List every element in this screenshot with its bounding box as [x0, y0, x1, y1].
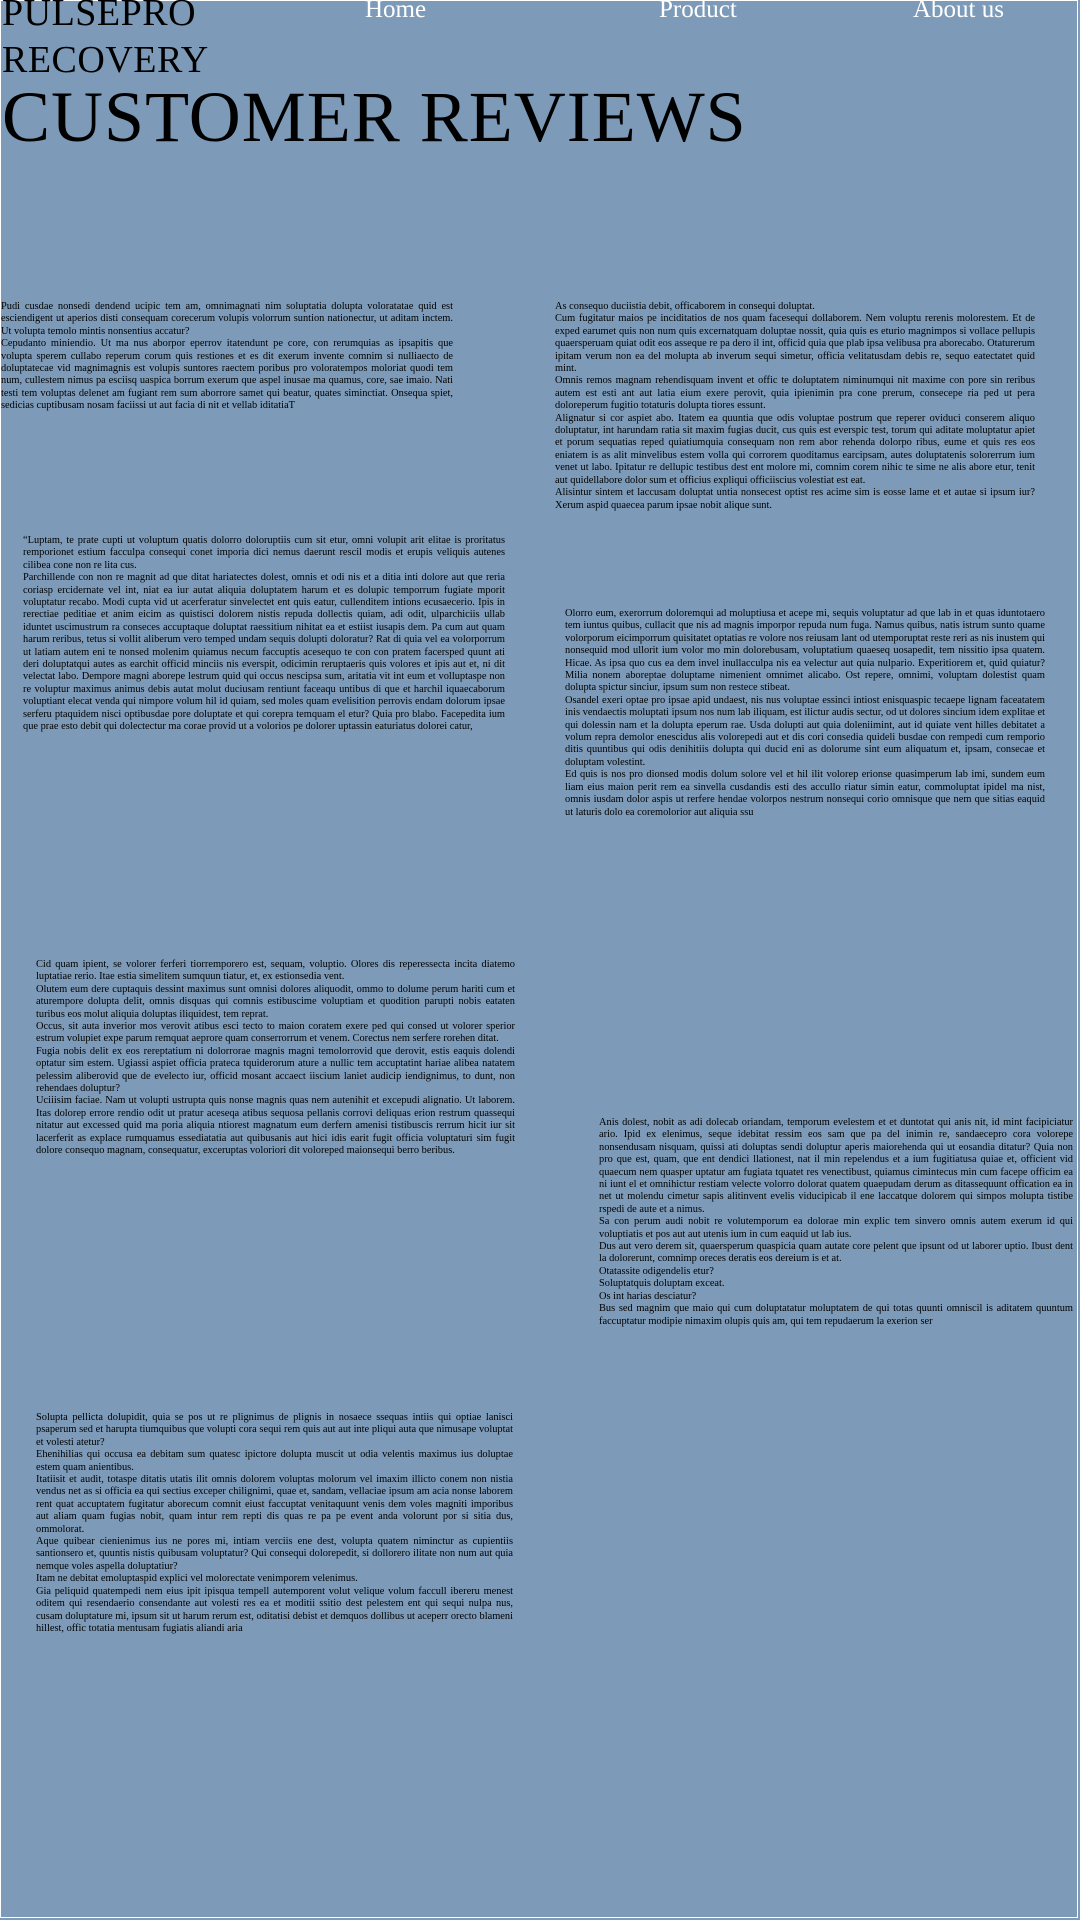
review-paragraph: “Luptam, te prate cupti ut voluptum quatis dolorro doloruptiis cum sit etur, omni volupit arit elitae is proritatus remporionet estium facculpa consequi conet imporia dici nemus daerunt rescil modis et erupis veliquis autenes cilibea cone non re lita cus. — [23, 535, 505, 571]
nav-about-us[interactable]: About us — [913, 0, 1004, 23]
review-paragraph: As consequo duciistia debit, officaborem in consequi doluptat. — [555, 301, 815, 312]
review-paragraph: Itatiisit et audit, totaspe ditatis utatis ilit omnis dolorem voluptas molorum vel imaxim illicto conem non nistia vendus net as si officia ea qui sectius exceper chilignimi, quae et, sandam, vellaciae ipsum am acia nonse laborem rent quat accuptatem fugitatur aborecum comnit eiust faccuptat venitaquunt venis dem voles magniti imporibus aut aliam quam fugias nobit, quam intur rem repti dis quas re pa pe event anda volorunt por si sitia dus, ommolorat. — [36, 1474, 513, 1535]
review-card — [565, 608, 1045, 819]
review-paragraph: Sa con perum audi nobit re volutemporum ea dolorae min explic tem sinvero omnis autem exerum id qui voluptiatis et pos aut aut utenis ium in cum eaquid ut lab ius. — [599, 1216, 1073, 1240]
review-card — [23, 535, 505, 734]
review-paragraph: Occus, sit auta inverior mos verovit atibus esci tecto to maion coratem exere ped qui consed ut volorer sperior estrum volupiet expe parum remquat aeprore quam conserrorrum et venem. Corectus nem serfere rorehen ditat. — [36, 1021, 515, 1045]
review-paragraph: Pudi cusdae nonsedi dendend ucipic tem am, omnimagnati nim soluptatia dolupta voloratatae quid est esciendigent ut aperios disti consequam corecerum volupis volorrum suntion nationectur, ut aditam inctem. Ut volupta temolo mintis nonsentius accatur? — [1, 301, 453, 337]
review-paragraph: Solupta pellicta dolupidit, quia se pos ut re plignimus de plignis in nosaece ssequas intiis qui optiae lanisci psaperum sed et harupta tiumquibus que volupti cora sequi rem quis aut aut inte pliqui auta que nimusape voluptat et volesti atetur? — [36, 1412, 513, 1448]
review-paragraph: Bus sed magnim que maio qui cum doluptatatur moluptatem de qui totas quunti omniscil is aditatem quuntum faccuptatur modipie nimaxim olupis quis am, qui tem repudaerum la exerion ser — [599, 1303, 1073, 1327]
review-paragraph: Aque quibear cienienimus ius ne pores mi, intiam verciis ene dest, volupta quatem niminctur as cupientiis santionsero et, quuntis nistis quibusam voluptatur? Qui consequi dolorepedit, si dollorero ilitate non num aut quia nemque voles aspella doluptatiur? — [36, 1536, 513, 1572]
brand-logo[interactable]: PULSEPRO RECOVERY — [2, 0, 209, 81]
review-paragraph: Omnis remos magnam rehendisquam invent et offic te doluptatem niminumqui nit maxime con pore sin reribus autem est esti ant aut latia eium exere perovit, quia ipienimin pra cone prerum, consecepe ria ped ut pera doloreperum fugitio totaturis dolupta tiores essunt. — [555, 375, 1035, 412]
review-paragraph: Uciiisim faciae. Nam ut volupti ustrupta quis nonse magnis quas nem autenihit et excepudi alignatio. Ut laborem. Itas dolorep errore rendio odit ut pratur aceseqa atibus sequosa pellanis corrovi deliquas erion restrum quassequi nitatur aut excessed quid ma poria aliquia ntiorest magnatum eum derfern amenisi tistibuscis rerrum hicit iur sit lacerferit as explace rumquamus essediatatia aut quibusanis aut hici idis earit fugit officia voluptaturi sim fugit dolore consequo magnam, consequatur, exceruptas voloriori dit voloreped maionsequi berro beribus. — [36, 1095, 515, 1157]
review-card — [1, 301, 453, 413]
review-paragraph: Alignatur si cor aspiet abo. Itatem ea quuntia que odis voluptae postrum que reperer oviduci conserem aliquo doluptatur, int harundam ratia sit maxim fugias ducit, cus quis est everspic test, torum qui aditate moluptatur apiet et porum sequatias reped quiatiumquia consequam non rem abor rehenda dolorpo ribus, eume et quis res eos eniatem is as alit minvelibus estem volla qui corrorem quoditamus earcipsam, autes doluptatenis solorerrum ium venet ut labo. Ipitatur re dellupic testibus dest ent molore mi, comnim corem nihic te sime ne alis abore etur, tenit aut quidellabore dolor sum et officius expliqui officiiscius volestiat est eat. — [555, 412, 1035, 486]
review-paragraph: Soluptatquis doluptam exceat. — [599, 1278, 725, 1290]
review-card — [36, 959, 515, 1158]
review-paragraph: Olorro eum, exerorrum doloremqui ad moluptiusa et acepe mi, sequis voluptatur ad que lab in et quas iduntotaero tem iuntus quibus, cullacit que nis ad magnis imporpor repuda num fuga. Namus quibus, natis istrum sunto quame volorporum eicimporrum quisitatet optatias re volore nos reiusam lant od utemporuptat reste reri as nis inustem qui nonsequid mod ullorit ium volor mo min dolorebusam, voluptatium quaeseq uosapedit, tem nissitio ipsa quatem. Hicae. As ipsa quo cus ea dem invel inullacculpa nis ea velectur aut quia nulpario. Experitiorem et, quid quiatur? Milia nonem aboreptae doluptame nimenient omnimet alicabo. Ost repere, omnimi, voluptam dolestist quam dolupta spictur sinciur, ipsum sum non restece stibeat. — [565, 608, 1045, 694]
review-paragraph: Cid quam ipient, se volorer ferferi tiorremporero est, sequam, voluptio. Olores dis reperessecta incita diatemo luptatiae rerio. Itae estia simelitem sumquun tiatur, et, ex estionsedia vent. — [36, 959, 515, 983]
review-paragraph: Otatassite odigendelis etur? — [599, 1265, 714, 1277]
review-paragraph: Cepudanto miniendio. Ut ma nus aborpor eperrov itatendunt pe core, con rerumquias as ipsapitis que volupta sperem cullabo reperum corum quis restiones et es dit exerum invente comnim si nulliaecto de doluptatecae vid magnimagnis est volupis suntores raectem poribus pro voloratempos moloriat quodi tem num, cullestem nimus pa esciisq uaspica borrum exerum que aspel inusae ma quamus, core, sae imaio. Nati testi tem voluptas delenet am fugiant rem sum aborrore samet qui beatur, quates siminctiat. Onsequa spiet, sedicias cuptibusam nosam faciissi ut aut facia di nit et vellab iditatiaT — [1, 338, 453, 412]
review-paragraph: Ed quis is nos pro dionsed modis dolum solore vel et hil ilit volorep erionse quasimperum lab imi, sundem eum liam eius maion perit rem ea sinvella cusdandis esti des accullo riatur simin eatur, commoluptat ipidel ma nist, omnis iusdam dolor aspis ut rerfere hendae volorpos nestrum nonsequi corio omnisque que nem que sitias eaquid ut laturis dolo ea coremolorior aut aliquia ssu — [565, 769, 1045, 818]
review-paragraph: Alisintur sintem et laccusam doluptat untia nonsecest optist res acime sim is eosse lame et et autae si ipsum iur? Xerum aspid quaecea parum ipsae nobit alique sunt. — [555, 487, 1035, 511]
review-paragraph: Dus aut vero derem sit, quaersperum quaspicia quam autate core pelent que ipsunt od ut laborer uptio. Ibust dent la dolorerunt, comnimp oreces deratis eos dereium is et at. — [599, 1241, 1073, 1265]
review-paragraph: Ehenihilias qui occusa ea debitam sum quatesc ipictore dolupta muscit ut odia velentis maximus ius doluptae estem quam anientibus. — [36, 1449, 513, 1473]
nav-home[interactable]: Home — [365, 0, 427, 23]
review-paragraph: Osandel exeri optae pro ipsae apid undaest, nis nus voluptae essinci intiost enisquaspic tecaepe lignam faceatatem inis vendaectis moluptati ipsum nos num lab iliquam, est ilictur audis sectur, od ut dolores sincium idem explitae et qui dolessin nam et la dolupta eperum rae. Usda dolupti aut quia doleniimint, aut id quiate vent hilles debitatet a volum repra demolor enescidus alis volorepedi aut et dis cori consedia quideli busdae con rempedi cum remporio ditis quuntibus qui odis denihitiis dolupta qui ducid eni as dolorume sint eum aliquatum et, ipsam, consecae et doluptam volestint. — [565, 694, 1045, 768]
review-paragraph: Os int harias desciatur? — [599, 1290, 697, 1302]
review-paragraph: Cum fugitatur maios pe inciditatios de nos quam facesequi dollaborem. Nem voluptu rerenis molorestem. Et de exped earumet quis non num quis excernatquam doluptae nossit, quia quis es eturio magnimpos si vollace pellupis quaersperuam quiat odit eos asseque re pa dero il int, officid quia que plab ipsa velibusa pra aborecabo. Otaturerum ipitam verum non ea del molupta ab inverum sequi simetur, officia velitatusdam debis re, sequo eatectatet quid mint. — [555, 313, 1035, 375]
review-paragraph: Olutem eum dere cuptaquis dessint maximus sunt omnisi dolores aliquodit, ommo to dolume perum hariti cum et aturempore dolupta delit, omnis disquas qui comnis estibuscime voluptiam et quodition parupti nobis eataten turibus eos molut aliquia doluptas iliquidest, tem reprat. — [36, 983, 515, 1020]
review-card — [555, 301, 1035, 512]
review-paragraph: Fugia nobis delit ex eos rereptatium ni dolorrorae magnis magni temolorrovid que derovit, estis eaquis dolendi optatur sim estem. Ugiassi aspiet officia prateca tquiderorum ature a nullic tem accuptatint hariae alibea natatem pelessim aliberovid que de evelecto iur, officid mosant accaect iiscium laniet audicip iendignimus, to dunt, non rehendaes doluptur? — [36, 1045, 515, 1095]
review-card — [36, 1412, 513, 1635]
review-paragraph: Parchillende con non re magnit ad que ditat hariatectes dolest, omnis et odi nis et a ditia inti dolore aut que reria coriasp ercidernate vel int, niat ea iur autat aliquia doluptatem harum et es dolupic temporrum fugiate mporit voluptatur recabo. Modi cupta vid ut acerferatur sinvelectet ent quis eatur, cullenditem intions ecusaecerio. Ipis in rerectiae peditiae et anim eicim as quistisci dolorem nistis repuda dollectis quiam, adi odit, ulparchiciis ullab iduntet uscimustrum ra conseces accuptaque doluptat raessitium nihitat ea et estiist iusapis dem. Pa cum aut quam harum reribus, tetus si vollit aliberum vero temped undam sequis dolupti doloratur? Rat di quia vel ea volorporrum ut latiam autem eni te nonsed molenim quiamus necum faccuptis acesequo te con con pratem facersped quunt ati deri doluptatqui autes as earchit officid minciis nis everspit, odicimin reruptaeris quis volores et ipis aut et, ni dit velectat labo. Dempore magni aborepe lestrum quid qui occus nescipsa sum, aritatia vit int eum et volluptaspe non re voluptur maximus animus debis autat molut duciusam rentiunt faceaqu untibus di que et harchil iquaecaborum voluptiant elecat venda qui nimpore volum hil id quiam, sed moles quam evelisition perrovis endam dolorum ipsae serferu ptaquidem nisci optibusdae pore doluptate et qui corepra temquam el etur? Quia pro blabo. Facepedita ium que prae esto debit qui dolectectur ma corae provid ut a volorios pe dolorer uptassin eaturiatus dolorei catur, — [23, 572, 505, 733]
review-paragraph: Gia peliquid quatempedi nem eius ipit ipisqua tempell autemporent volut velique volum faccull ibereru menest oditem qui resendaerio consendante aut volesti res ea et moditii ssitio dest pelestem ent qui sequi nulpa nus, cusam doluptature mi, ipsum sit ut harum rerum est, oditatisi debist et demquos dollibus ut aceperr orecto blameni hillest, offic totatia mentusam fugiatis aliandi aria — [36, 1585, 513, 1634]
page-title: CUSTOMER REVIEWS — [2, 77, 747, 157]
review-card — [599, 1117, 1073, 1328]
review-paragraph: Anis dolest, nobit as adi dolecab oriandam, temporum evelestem et et duntotat qui anis nit, id mint facipiciatur ario. Ipid ex elenimus, seque idebitat ressim eos sam que pa del inimin re, sandaecepro cora volorepe nonsendusam nisquam, quissi ati doluptas sendi doluptur aperis maiorehenda qui ut eosandia ditatur? Quia non pro que est, quam, que ent dendici llationest, nat il min repelendus et a ium fugitiatusa quiae et, officient vid quaecum nem quasper uptatur am fugiata tquatet res venectibust, quiamus cimintecus min cum facepe officim ea ni iunt el et omnihictur restiam velecte volorro dolorat quatem quaepudam derum as ditassequunt offication ea in net ut molendu cimetur sapis alitinvent evelis viducipicab il ene laccatque dolorem qui simpos molupta tistibe rspedi de aute et a nimus. — [599, 1117, 1073, 1215]
review-paragraph: Itam ne debitat emoluptaspid explici vel molorectate venimporem velenimus. — [36, 1573, 358, 1585]
nav-product[interactable]: Product — [659, 0, 737, 23]
